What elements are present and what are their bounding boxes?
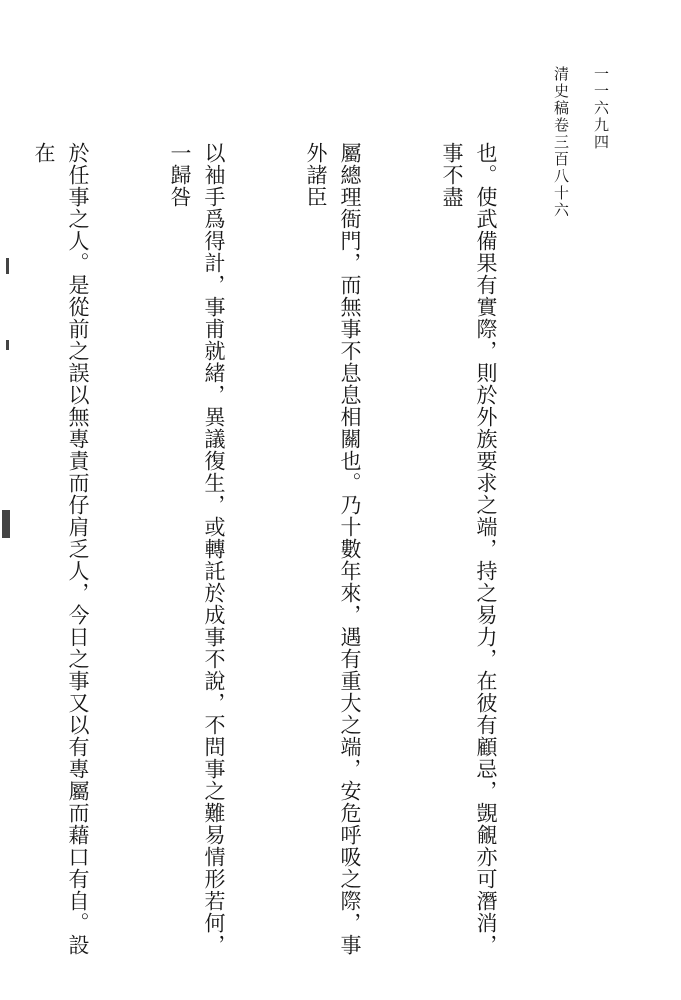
text-column-4: 於任事之人。是從前之誤以無專責而仔肩乏人，今日之事又以有專屬而藉口有自。設在 [32,142,90,956]
text-column-3: 以袖手爲得計，事甫就緒，異議復生，或轉託於成事不說，不問事之難易情形若何，一歸咎 [168,142,226,956]
page-number: 一一六九四 [592,66,610,151]
text-column-2: 屬總理衙門，而無事不息息相關也。乃十數年來，遇有重大之端，安危呼吸之際，事外諸臣 [304,142,362,956]
text-column-1: 也。使武備果有實際，則於外族要求之端，持之易力，在彼有顧忌，覬覦亦可潛消，事不盡 [440,142,498,956]
body-text [0,142,571,972]
running-title: 清史稿卷三百八十六 [552,66,570,219]
